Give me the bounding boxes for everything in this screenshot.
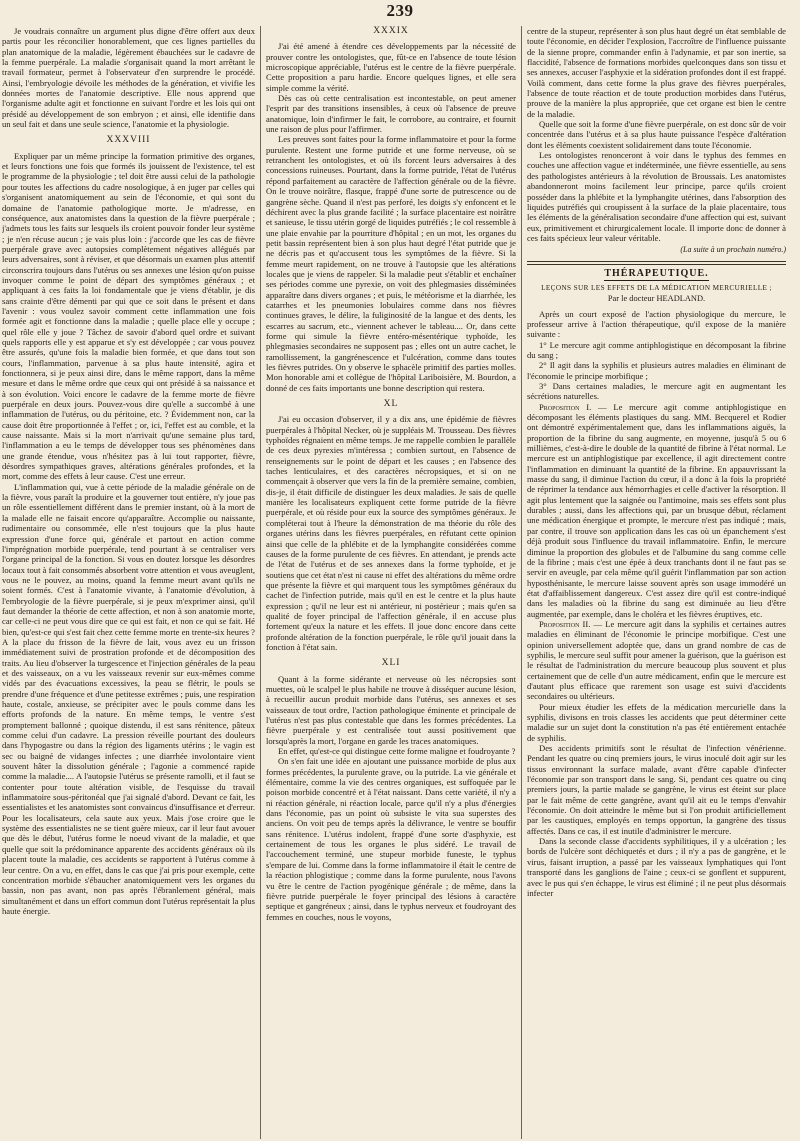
proposition-text: — Le mercure agit comme antiphlogistique en décomposant les éléments plastiques du sang. MM. Becquerel et Rodier ont démontré expérimentalement que, dans les inflammations aiguës, la proportion de la fibrine du sang augmente, en moyenne, jusqu'à 5 ou 6 millièmes, c'est-à-dire le double de la quantité de fibrine à l'état normal. Le mercure est un antiphlogistique par excellence, il agit directement contre l'inflammation en diminuant la quantité de la fibrine. En appauvrissant la masse du sang, il diminue l'action du cœur, il a donc à la fois la propriété de réprimer la tendance aux hémorrhagies et celle d'activer la résorption. Il agit plus lentement que la saignée ou l'antimoine, mais ses effets sont plus durables ; aussi, dans les affections qui, par un brusque début, réclament une médication énergique et prompte, le mercure n'est pas indiqué ; mais, par contre, il trouve son application dans les cas où un épanchement s'est déjà produit sous l'influence du travail inflammatoire. Enfin, le mercure diminue la proportion des globules et de l'albumine du sang comme celle de la fibrine ; mais c'est une épée à deux tranchants dont il ne faut pas se servir en aveugle, par cela même qu'il guérit l'inflammation par son action hyposthénisante, le mercure laisse souvent après son usage immodéré un état d'affaiblissement dangereux. C'est assez dire qu'il est contre-indiqué dans les maladies où la fibrine du sang est diminuée au lieu d'être augmentée, par exemple, dans le choléra et les fièvres éruptives, etc. <box>527 401 786 619</box>
paragraph: Après un court exposé de l'action physiologique du mercure, le professeur arrive à l'action thérapeutique, qu'il expose de la manière suivante : <box>527 308 786 340</box>
section-rule <box>527 261 786 265</box>
paragraph: Les ontologistes renonceront à voir dans le typhus des femmes en couches une affection vague et indéterminée, une fièvre essentielle, au sens des pathologistes antérieurs à la révolution de Broussais. Les anatomistes abandonneront moins facilement leur principe, parce qu'ils croient posséder dans la phlébite et la lymphangite utérines, dans l'absorption des liquides putréfiés qui croupissent à la surface de la plaie placentaire, tous les éléments de la généralisation secondaire d'une affection qui est, suivant eux, primitivement et chirurgicalement locale. Il importe donc de donner à ces faits spécieux leur valeur véritable. <box>527 150 786 243</box>
paragraph: Je voudrais connaître un argument plus digne d'être offert aux deux partis pour les réconcilier honorablement, que ces lignes partielles du plan anatomique de la maladie, légèrement ébauchées sur le cadavre de la femme puerpérale. La maladie s'organisait quand la mort arrêtant le travail formateur, permet à l'observateur d'en surprendre le procédé. Ainsi, l'embryologie dévoile les méthodes de la génération, et vivifie les données mortes de l'anatomie descriptive. Elle nous apprend que l'organisme adulte agit et fonctionne en suivant l'ordre et les lois qui ont présidé au développement de son embryon ; et ainsi, elle identifie dans un seul fait et dans une seule science, l'anatomie et la physiologie. <box>2 26 255 130</box>
paragraph: Quant à la forme sidérante et nerveuse où les nécropsies sont muettes, où le scalpel le plus habile ne trouve à disséquer aucune lésion, à recueillir aucun produit morbide dans l'utérus, ses annexes et ses vaisseaux de tout ordre, l'action pathologique éminente et principale de l'utérus n'est pas plus contestable que dans les formes précédentes. La fièvre puerpérale y est centralisée tout aussi positivement que lorsqu'après la mort, l'organe en garde les traces anatomiques. <box>266 673 516 746</box>
continuation-note: (La suite à un prochain numéro.) <box>680 245 786 255</box>
paragraph: Pour mieux étudier les effets de la médication mercurielle dans la syphilis, divisons en trois classes les accidents que peut déterminer cette maladie sur un sujet dont la constitution n'a pas été entièrement entachée de syphilis. <box>527 701 786 743</box>
proposition-label: Proposition I. <box>539 401 592 412</box>
column-1 <box>2 26 255 1138</box>
article-heading <box>527 269 786 279</box>
paragraph: Quelle que soit la forme d'une fièvre puerpérale, on est donc sûr de voir concentrée dans l'utérus et à sa plus haute puissance l'espèce d'altération dont les éléments coexistent solidairement dans toute l'économie. <box>527 119 786 150</box>
page-number: 239 <box>386 1 414 20</box>
paragraph: Des accidents primitifs sont le résultat de l'infection vénérienne. Pendant les quatre ou cinq premiers jours, le virus inoculé doit agir sur les tissus environnant la surface malade, avant d'être capable d'infecter l'économie par son transport dans le sang. Si, pendant ces quatre ou cinq premiers jours, la partie malade se gangrène, le virus est éteint sur place par le fait même de cette gangrène, avant qu'il ait eu le temps d'envahir l'économie. On doit atteindre le même but si l'on produit artificiellement par les caustiques, employés en temps opportun, la gangrène des tissus affectés. Dans ce cas, il est inutile d'administrer le mercure. <box>527 743 786 836</box>
article-subheading: LEÇONS SUR LES EFFETS DE LA MÉDICATION MERCURIELLE ; <box>541 283 772 292</box>
paragraph: Dans la seconde classe d'accidents syphilitiques, il y a ulcération ; les bords de l'ulcère sont déchiquetés et durs ; il n'y a pas de gangrène, et le virus, faisant irruption, a passé par les vaisseaux lymphatiques qui l'ont transporté dans les ganglions de l'aine ; ceux-ci se gonflent et suppurent, avec le pus qui s'en échappe, le virus est éliminé ; il ne peut plus désormais infecter <box>527 836 786 898</box>
paragraph: En effet, qu'est-ce qui distingue cette forme maligne et foudroyante ? <box>278 746 516 757</box>
paragraph: centre de la stupeur, représenter à son plus haut degré un état semblable de toute l'économie, en décider l'explosion, l'accroître de l'influence puissante de la sienne propre, commander enfin à l'adynamie, et par son inertie, sa flaccidité, l'absence de formations morbides quelconques dans son tissu et ses annexes, accuser l'asphyxie et la sidération profondes dont il est frappé. Voilà comment, dans cette forme la plus grave des fièvres puerpérales, l'absence de toute réaction et de toute production morbides dans l'utérus, prouve de la manière la plus appropriée, que cet organe est bien le centre de la maladie. <box>527 26 786 119</box>
proposition-text: — Le mercure agit dans la syphilis et certaines autres maladies en éliminant de l'économie le principe morbifique. C'est une opinion universellement adoptée que, dans un grand nombre de cas de syphilis, le mercure seul suffit pour amener la guérison, que la guérison est le résultat de l'administration du mercure beaucoup plus souvent et plus certainement que de celle d'un autre médicament, enfin que le mercure est d'autant plus efficace que rarement son usage est suivi d'accidents secondaires ou ultérieurs. <box>527 618 786 702</box>
section-number: XL <box>383 399 399 410</box>
paragraph: L'inflammation qui, vue à cette période de la maladie générale on de la fièvre, vous paraît la produire et la gouverner tout entière, n'y joue pas un rôle essentiellement différent dans le premier instant, où à la mort de la malade elle ne faisait encore qu'apparaître. Accomplie ou naissante, rudimentaire ou consommée, elle n'est toujours que la plus haute expression d'une force qui, générale et partout en action comme l'imprégnation morbide puerpérale, tend pourtant à se centraliser vers l'organe principal de la fonction. Si vous en doutez lorsque les désordres locaux tout à fait consommés absorbent votre attention et vous aveuglent, vous ne le pouvez, au moins, quand la femme meurt avant qu'ils ne soient formés. C'est à l'anatomie vivante, à l'anatomie d'évolution, à l'embryologie de la fièvre puerpérale, si je peux m'exprimer ainsi, qu'il faut demander la théorie de cette affection, et non à son anatomie morte, car celle-ci ne peut vous dire que ce qui est fait, et non ce qui se fait. Hé bien, qu'est-ce qui s'est fait chez cette femme morte en trente-six heures ? A la place du frisson de la fièvre de lait, vous avez eu un frisson immédiatement suivi de prostration profonde et de décomposition des traits. Au lieu d'observer la turgescence et l'injection générales de la peau et des vaisseaux, on a vu les vaisseaux revenir sur eux-mêmes comme vidés par des évacuations excessives, la peau se flétrir, le pouls se prendre d'une fréquence et d'une petitesse extrêmes ; puis, une respiration haute, costale, anxieuse, se précipiter avec le pouls comme dans les efforts profonds de la nature. En même temps, le ventre s'est promptement ballonné ; quoique distendu, il est sans rénitence, pâteux comme celui d'un cadavre. La pression réveille pourtant des douleurs dans l'hypogastre ou dans la région des ligaments utérins ; le vagin est sec ou baigné de vidanges infectes ; une diarrhée involontaire vient souvent hâter la dissolution générale ; l'agonie a commencé rapide comme la maladie.... A l'autopsie l'utérus se présente ramolli, et il faut se contenter pour toute altération visible, de l'esquisse du travail inflammatoire sous-péritonéal que j'ai signalé d'abord. Devant ce fait, les essentialistes et les anatomistes sont convaincus d'insuffisance et d'erreur. Pour les localisateurs, cela saute aux yeux. Mais j'ose croire que le système des essentialistes ne se tient guère mieux, car il leur faut avouer que dès le début, l'utérus forme le noeud vivant de la maladie, et que quelle que soit la prédominance apparente des accidents généraux où ils placent toute la maladie, ces accidents se rapportent à l'utérus comme à leur centre. On a vu, en effet, dans le cas que j'ai pris pour exemple, cette concentration morbide s'ébaucher anatomiquement vers les organes du bassin, non pas avant, non pas après l'ébranlement général, mais simultanément et dans un effort commun dont l'utérus représentait la plus haute énergie. <box>2 481 255 916</box>
paragraph: J'ai été amené à étendre ces développements par la nécessité de prouver contre les ontologistes, que, fût-ce en l'absence de toute lésion microscopique appréciable, l'utérus est le centre de la fièvre puerpérale. Cette proposition a paru hardie. Encore quelques lignes, et elle sera simple comme la vérité. <box>266 41 516 93</box>
section-number: XLI <box>381 658 401 669</box>
section-number: XXXVIII <box>106 135 151 146</box>
section-number: XXXIX <box>373 26 409 36</box>
list-item: 1° Le mercure agit comme antiphlogistique en décomposant la fibrine du sang ; <box>527 339 786 360</box>
paragraph <box>527 619 786 702</box>
paragraph <box>527 402 786 619</box>
proposition-label: Proposition II. <box>539 618 591 629</box>
column-divider <box>260 26 261 1139</box>
column-2 <box>266 26 516 1138</box>
paragraph: On s'en fait une idée en ajoutant une puissance morbide de plus aux formes précédentes, la purulente grave, ou la putride. La vie générale et élémentaire, comme la vie des centres organiques, est suffoquée par le poison morbide concentré et à l'état naissant. Dans cette variété, il n'y a ni réaction générale, ni réaction locale, parce qu'il n'y a plus d'énergies dans l'économie, pas un point où subsiste le vita sua superstes des anciens. On voit peu de temps après la délivrance, le ventre se bouffir sans rénitence. L'utérus indolent, frappé d'une sorte d'asphyxie, est certainement de tous les organes le plus sidéré. Le travail de l'accouchement terminé, une stupeur morbide funeste, le typhus s'empare de lui. Comme dans la forme inflammatoire il était le centre de la réaction phlogistique ; comme dans la forme purulente, nous l'avons vu être le centre de l'action pyogénique générale ; de même, dans la fièvre putride puerpérale le foyer principal des lésions à caractère septique et gangréneux ; ainsi, dans le typhus nerveux et foudroyant des femmes en couches, nous le voyons, <box>266 756 516 922</box>
list-item: 2° Il agit dans la syphilis et plusieurs autres maladies en éliminant de l'économie le principe morbifique ; <box>527 360 786 381</box>
list-item: 3° Dans certaines maladies, le mercure agit en augmentant les sécrétions naturelles. <box>527 381 786 402</box>
column-3 <box>527 26 786 1138</box>
column-divider <box>521 26 522 1139</box>
paragraph: Dès cas où cette centralisation est incontestable, on peut amener l'esprit par des transitions insensibles, à ceux où l'absence de preuve anatomique, loin d'infirmer le fait, le corrobore, au contraire, et fournit une raison de plus pour l'affirmer. <box>266 93 516 135</box>
paragraph: Expliquer par un même principe la formation primitive des organes, et leurs fonctions une fois que formés ils jouissent de l'existence, tel est le programme de la physiologie ; tel doit être aussi celui de la pathologie pour toutes les affections du cadre nosologique, à en juger par celles qui s'organisent anatomiquement au sein de l'économie, et qui sont du domaine de l'anatomie pathologique morte. Je m'adresse, en conséquence, aux anatomistes dans la question de la fièvre puerpérale ; j'admets tous les faits sur lesquels ils croient pouvoir fonder leur système ; je n'en récuse aucun ; je vais plus loin : j'accorde que les cas de fièvre puerpérale grave avec autopsies complètement négatives allégués par leurs adversaires, sont à réviser, et que désormais un examen plus attentif circonscrira toujours dans l'utérus ou ses annexes une lésion qu'on puisse invoquer comme le point de départ des symptômes généraux ; et appliquant à ces faits la loi fondamentale que je viens d'établir, je dis sans crainte d'être démenti par qui que ce soit dans le présent et dans l'avenir : vous voulez savoir comment cette inflammation une fois formée agit et fonctionne dans la maladie ; quelle place elle y occupe ; quel rôle elle y joue ? Tâchez de savoir d'abord quel ordre et suivant quels rapports elle y est apparue et s'y est développée ; car vous pouvez être assurés, qu'une fois la maladie bien formée, et que dans tout son cours, l'inflammation, parvenue à sa plus haute intensité, agira et fonctionnera, si je peux ainsi dire, dans le même rapport, dans la même mesure et dans le même ordre que ceux qui ont présidé à sa naissance et à son évolution. Voici encore le cadavre de la femme morte de fièvre puerpérale en deux jours. Pouvez-vous dire qu'elle a succombé à une inflammation de l'utérus, ou du péritoine, etc. ? Évidemment non, car la cause doit être proportionnée à l'effet ; or, ici, l'effet est au comble, et la cause naissante. Mais si la mort n'arrivait qu'une semaine plus tard, l'inflammation a eu le temps de développer tous ses phénomènes dans une grande étendue, vous n'hésitez pas à lui tout rapporter, fièvre, désordres sympathiques graves, altérations générales profondes, et la mort, comme des effets à leur cause. C'est une erreur. <box>2 150 255 482</box>
paragraph: Les preuves sont faites pour la forme inflammatoire et pour la forme purulente. Restent une forme putride et une forme nerveuse, où se retranchent les ontologistes, et où ils forcent leurs adversaires à des concessions ruineuses. Pourtant, dans la forme putride, l'état de l'utérus répond parfaitement au caractère de l'affection générale ou de la fièvre. On le trouve noirâtre, flasque, frappé d'une sorte de putrescence ou de gangrène sèche. Quand il n'est pas perforé, les doigts s'y enfoncent et le déchirent avec la plus grande facilité ; la surface placentaire est noirâtre et sanieuse, le tissu utérin gorgé de liquides putréfiés ; le col ressemble à une plaie envahie par la pourriture d'hôpital ; en un mot, les organes du petit bassin représentent bien à son plus haut degré l'état putride que je ne décris pas et qu'accusent tous les symptômes de la fièvre. Si la femme meurt rapidement, on ne trouve à l'autopsie que les altérations locales que je viens de rappeler. Si la maladie peut s'établir et enchaîner ses périodes comme une pyrexie, on voit des phlegmasies disséminées apparaître dans divers organes ; et puis, le météorisme et la diarrhée, les catarrhes et les pneumonies lobulaires comme dans nos fièvres continues graves, le délire, la fuliginosité de la langue et des dents, les escarres au sacrum, etc., viennent achever le tableau.... Or, dans cette forme qui simule la fièvre entéro-mésentérique typhoïde, les phlegmasies secondaires ne supposent pas ; elles ont un autre cachet, le ramollissement, la gangrénescence et l'ulcération, comme dans toutes les fièvres putrides. On y observe le sphacèle primitif des parties molles. Mon honorable ami et collègue de l'hôpital Lariboisière, M. Bourdon, a donné de ces faits importants une bonne description qui restera. <box>266 134 516 393</box>
article-author: Par le docteur HEADLAND. <box>607 294 706 304</box>
paragraph: J'ai eu occasion d'observer, il y a dix ans, une épidémie de fièvres puerpérales à l'hôpital Necker, où je suppléais M. Trousseau. Des fièvres typhoïdes régnaient en même temps. Je me rappelle combien le parallèle de ces deux pyrexies m'intéressa ; combien surtout, en l'absence de renseignements sur le point de départ et les causes ; en l'absence des taches lenticulaires, et des caractères nécropsiques, et si on ne commençait à observer que vers la fin de la première semaine, combien, dis-je, il était difficile de distinguer les deux maladies. Je sais de quelle manière les localisateurs expliquent cette forme putride de la fièvre puerpérale, et où réside pour eux la source des symptômes généraux. Je compléterai tout à l'heure la démonstration de ma théorie du rôle des organes utérins dans les fièvres puerpérales, en réfutant cette opinion ainsi que celle de la phlébite et de la lymphangite considérées comme causes de la forme purulente de ces fièvres. En attendant, je prends acte de l'état de l'utérus et de ses annexes dans la forme typhoïde, et je soutiens que cet état n'est ni cause ni effet des altérations du même ordre que présente la fièvre et qui marquent tous les symptômes généraux du cachet de l'infection putride, mais qu'il en est le centre et la plus haute expression ; qu'il ne leur est ni antérieur, ni postérieur ; mais qu'en sa qualité de foyer principal de l'affection générale, il en accuse plus fortement qu'eux la nature et les effets. Il joue donc encore dans cette profonde altération de la fonction puerpérale, le rôle qu'il jouait dans la fonction à l'état sain. <box>266 414 516 652</box>
article-heading-text: THÉRAPEUTIQUE. <box>604 267 709 279</box>
